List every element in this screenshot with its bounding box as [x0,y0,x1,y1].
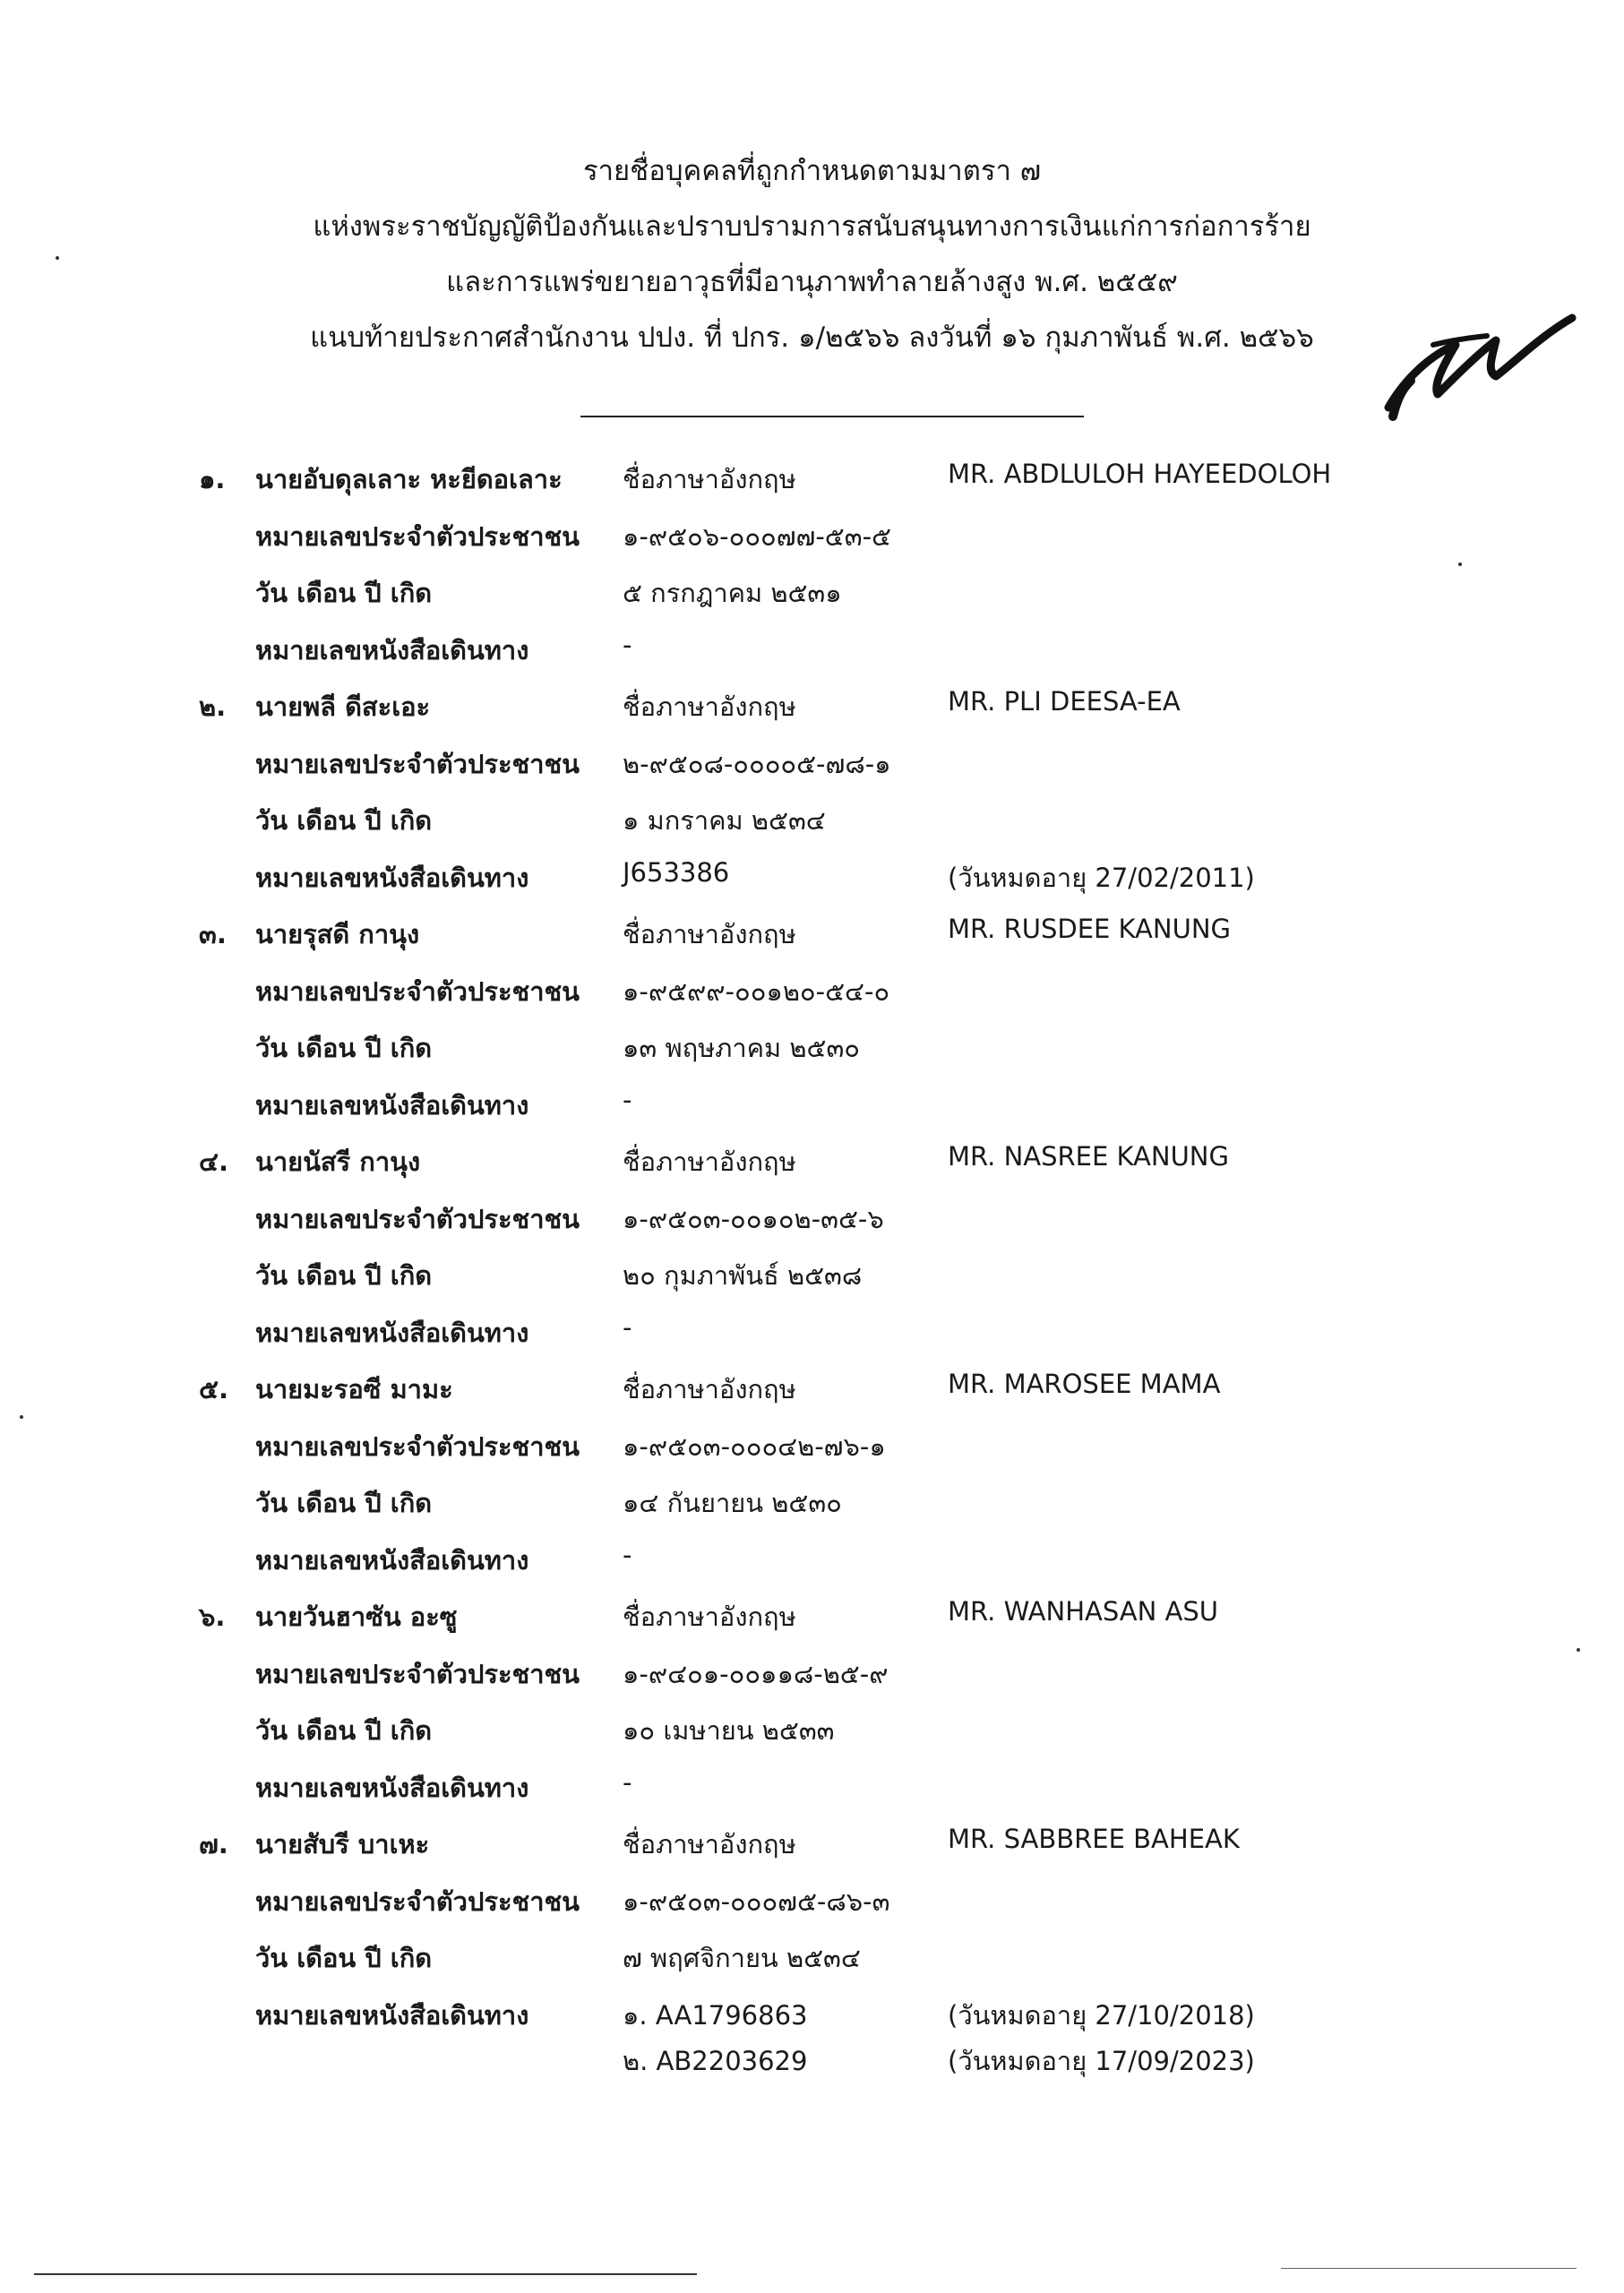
passport-expiry: (วันหมดอายุ 27/02/2011) [948,862,1255,893]
scan-speck [1577,1648,1580,1652]
english-name-value: MR. ABDLULOH HAYEEDOLOH [948,459,1332,489]
english-name-label: ชื่อภาษาอังกฤษ [623,1374,796,1404]
passport-number: J653386 [623,856,730,888]
national-id-label: หมายเลขประจำตัวประชาชน [255,1430,580,1462]
english-name-value: MR. WANHASAN ASU [948,1596,1219,1627]
person-name-thai: นายนัสรี กานุง [255,1146,421,1177]
person-name-thai: นายวันฮาซัน อะซู [255,1602,458,1632]
english-name-label: ชื่อภาษาอังกฤษ [623,464,796,494]
national-id-value: ๑-๙๕๐๖-๐๐๐๗๗-๕๓-๕ [623,520,891,552]
national-id-label: หมายเลขประจำตัวประชาชน [255,748,580,779]
national-id-label: หมายเลขประจำตัวประชาชน [255,1885,580,1917]
bottom-edge-line-right [1281,2268,1577,2269]
entry-number: ๑. [199,464,226,494]
handwritten-signature [1371,291,1585,434]
birth-date-value: ๒๐ กุมภาพันธ์ ๒๕๓๘ [623,1260,863,1291]
passport-number: ๒. AB2203629 [623,2045,808,2076]
header-divider [580,416,1084,417]
person-name-thai: นายสับรี บาเหะ [255,1829,430,1859]
birth-date-value: ๕ กรกฎาคม ๒๕๓๑ [623,578,842,608]
national-id-value: ๒-๙๕๐๘-๐๐๐๐๕-๗๘-๑ [623,748,891,779]
header-annex-line: แนบท้ายประกาศสำนักงาน ปปง. ที่ ปกร. ๑/๒๕๖๖ ลงวันที่ ๑๖ กุมภาพันธ์ พ.ศ. ๒๕๖๖ [310,322,1314,354]
person-name-thai: นายมะรอซี มามะ [255,1374,453,1404]
person-name-thai: นายพลี ดีสะเอะ [255,691,431,722]
national-id-label: หมายเลขประจำตัวประชาชน [255,1658,580,1689]
english-name-value: MR. SABBREE BAHEAK [948,1824,1240,1854]
national-id-label: หมายเลขประจำตัวประชาชน [255,1203,580,1234]
english-name-label: ชื่อภาษาอังกฤษ [623,919,796,949]
header-title: รายชื่อบุคคลที่ถูกกำหนดตามมาตรา ๗ [582,155,1042,187]
person-name-thai: นายรุสดี กานุง [255,919,420,949]
scan-speck [20,1415,23,1419]
entry-number: ๖. [199,1602,226,1632]
english-name-label: ชื่อภาษาอังกฤษ [623,1146,796,1177]
birth-date-label: วัน เดือน ปี เกิด [255,1260,433,1291]
passport-label: หมายเลขหนังสือเดินทาง [255,1544,529,1576]
entry-number: ๓. [199,919,227,949]
bottom-edge-line [34,2273,697,2275]
passport-expiry: (วันหมดอายุ 27/10/2018) [948,1999,1255,2031]
scan-speck [1458,563,1462,566]
national-id-value: ๑-๙๕๐๓-๐๐๐๔๒-๗๖-๑ [623,1430,886,1462]
birth-date-value: ๑๔ กันยายน ๒๕๓๐ [623,1488,842,1518]
header-act-name: แห่งพระราชบัญญัติป้องกันและปราบปรามการสนับสนุนทางการเงินแก่การก่อการร้าย [313,210,1311,243]
national-id-value: ๑-๙๕๙๙-๐๐๑๒๐-๕๔-๐ [623,975,890,1007]
english-name-value: MR. PLI DEESA-EA [948,686,1181,717]
birth-date-label: วัน เดือน ปี เกิด [255,1715,433,1746]
passport-label: หมายเลขหนังสือเดินทาง [255,1772,529,1803]
passport-number: - [623,1084,632,1115]
passport-number: - [623,1539,632,1570]
national-id-label: หมายเลขประจำตัวประชาชน [255,975,580,1007]
entry-number: ๕. [199,1374,228,1404]
passport-label: หมายเลขหนังสือเดินทาง [255,634,529,666]
entry-number: ๒. [199,691,227,722]
entry-number: ๗. [199,1829,228,1859]
birth-date-value: ๑ มกราคม ๒๕๓๔ [623,805,826,836]
birth-date-label: วัน เดือน ปี เกิด [255,1943,433,1973]
birth-date-label: วัน เดือน ปี เกิด [255,1033,433,1063]
english-name-value: MR. NASREE KANUNG [948,1141,1229,1172]
passport-label: หมายเลขหนังสือเดินทาง [255,1089,529,1121]
scan-speck [56,256,59,260]
header-act-name-cont: และการแพร่ขยายอาวุธที่มีอานุภาพทำลายล้างสูง พ.ศ. ๒๕๕๙ [446,266,1178,298]
passport-number: ๑. AA1796863 [623,1999,808,2031]
passport-label: หมายเลขหนังสือเดินทาง [255,862,529,893]
entry-number: ๔. [199,1146,228,1177]
passport-expiry: (วันหมดอายุ 17/09/2023) [948,2045,1255,2076]
passport-number: - [623,629,632,660]
birth-date-label: วัน เดือน ปี เกิด [255,1488,433,1518]
passport-number: - [623,1766,632,1798]
passport-number: - [623,1311,632,1343]
birth-date-value: ๗ พฤศจิกายน ๒๕๓๔ [623,1943,861,1973]
english-name-label: ชื่อภาษาอังกฤษ [623,1602,796,1632]
english-name-label: ชื่อภาษาอังกฤษ [623,691,796,722]
national-id-value: ๑-๙๕๐๓-๐๐๑๐๒-๓๕-๖ [623,1203,884,1234]
national-id-value: ๑-๙๔๐๑-๐๐๑๑๘-๒๕-๙ [623,1658,889,1689]
birth-date-value: ๑๓ พฤษภาคม ๒๕๓๐ [623,1033,860,1063]
birth-date-label: วัน เดือน ปี เกิด [255,805,433,836]
national-id-label: หมายเลขประจำตัวประชาชน [255,520,580,552]
english-name-value: MR. MAROSEE MAMA [948,1369,1221,1399]
birth-date-label: วัน เดือน ปี เกิด [255,578,433,608]
english-name-label: ชื่อภาษาอังกฤษ [623,1829,796,1859]
national-id-value: ๑-๙๕๐๓-๐๐๐๗๕-๘๖-๓ [623,1885,890,1917]
passport-label: หมายเลขหนังสือเดินทาง [255,1999,529,2031]
passport-label: หมายเลขหนังสือเดินทาง [255,1317,529,1348]
birth-date-value: ๑๐ เมษายน ๒๕๓๓ [623,1715,835,1746]
person-name-thai: นายอับดุลเลาะ หะยีดอเลาะ [255,464,563,494]
english-name-value: MR. RUSDEE KANUNG [948,914,1231,944]
